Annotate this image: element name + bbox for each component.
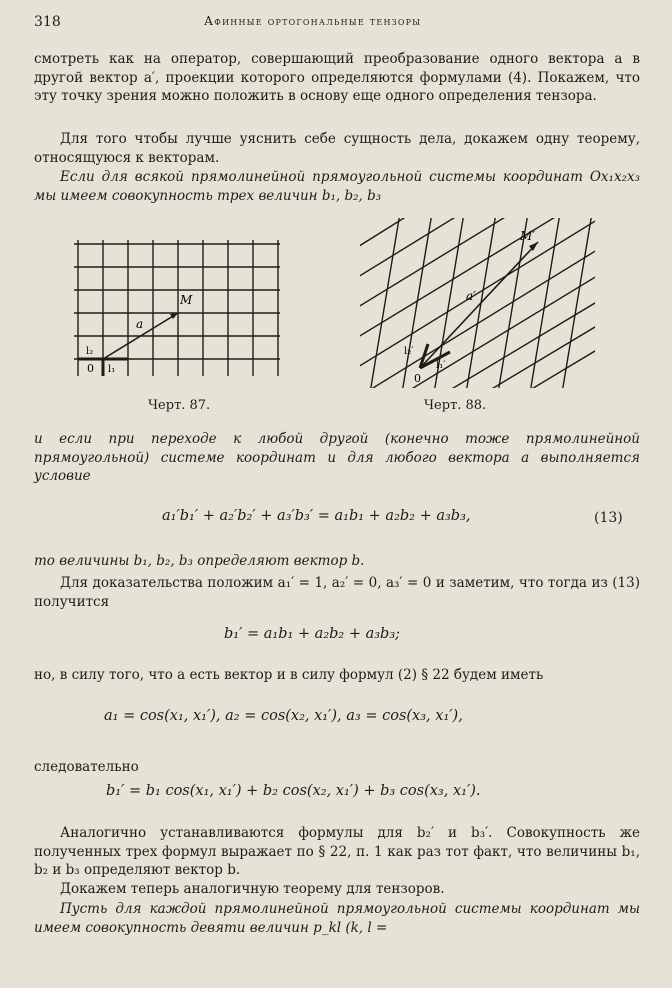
theorem-conclusion: то величины b₁, b₂, b₃ определяют вектор b. (34, 553, 365, 569)
paragraph-2: Для того чтобы лучше уяснить себе сущность дела, докажем одну теорему, относящуюся к векторам. (34, 131, 640, 166)
label-e1-88: l₁′ (436, 360, 446, 371)
grid-88 (360, 218, 595, 388)
label-e1-87: l₁ (108, 364, 116, 375)
figure-87 (72, 238, 282, 378)
formula-cos: a₁ = cos(x₁, x₁′), a₂ = cos(x₂, x₁′), a₃ = cos(x₃, x₁′), (104, 708, 463, 724)
figure-88 (360, 218, 595, 388)
grid-87 (74, 240, 280, 376)
formula-13-number: (13) (594, 510, 623, 526)
label-e2-88: l₂′ (404, 346, 414, 357)
paragraph-analog: Аналогично устанавливаются формулы для b₂′ и b₃′. Совокупность же полученных трех формул выражает по § 22, п. 1 как раз тот факт, что величины b₁, b₂ и b₃ определяют вектор b. (34, 825, 640, 878)
paragraph-therefore: следовательно (34, 759, 139, 775)
caption-88: Черт. 88. (424, 398, 487, 413)
label-a-87: a (136, 317, 144, 331)
caption-87: Черт. 87. (148, 398, 211, 413)
theorem-start: Если для всякой прямолинейной прямоугольной системы координат Ox₁x₂x₃ мы имеем совокупность трех величин b₁, b₂, b₃ (34, 169, 640, 204)
page-number: 318 (34, 14, 61, 30)
running-title: Афинные ортогональные тензоры (204, 14, 422, 28)
paragraph-proof: Для доказательства положим a₁′ = 1, a₂′ = 0, a₃′ = 0 и заметим, что тогда из (13) получится (34, 575, 640, 610)
formula-b1: b₁′ = a₁b₁ + a₂b₂ + a₃b₃; (224, 626, 401, 642)
paragraph-1: смотреть как на оператор, совершающий преобразование одного вектора a в другой вектор a′, проекции которого определяются формулами (4). Покажем, что эту точку зрения можно положить в основу еще одного определения тензора. (34, 51, 640, 104)
label-o-88: 0 (414, 372, 421, 385)
label-o-87: 0 (87, 362, 94, 375)
paragraph-since: но, в силу того, что a есть вектор и в силу формул (2) § 22 будем иметь (34, 667, 544, 683)
label-e2-87: l₂ (86, 346, 94, 357)
paragraph-tensor-theorem: Пусть для каждой прямолинейной прямоугольной системы координат мы имеем совокупность девяти величин p_kl (k, l = (34, 901, 640, 936)
vector-a-88 (420, 242, 538, 368)
label-M-87: M (180, 293, 193, 307)
label-M-88: M′ (520, 229, 536, 243)
formula-final: b₁′ = b₁ cos(x₁, x₁′) + b₂ cos(x₂, x₁′) + b₃ cos(x₃, x₁′). (106, 783, 481, 799)
paragraph-tensor: Докажем теперь аналогичную теорему для тензоров. (60, 881, 445, 897)
theorem-condition: и если при переходе к любой другой (конечно тоже прямолинейной прямоугольной) системе координат и для любого вектора a выполняется условие (34, 431, 640, 484)
formula-13: a₁′b₁′ + a₂′b₂′ + a₃′b₃′ = a₁b₁ + a₂b₂ + a₃b₃, (162, 508, 471, 524)
label-a-88: a′ (466, 289, 476, 303)
